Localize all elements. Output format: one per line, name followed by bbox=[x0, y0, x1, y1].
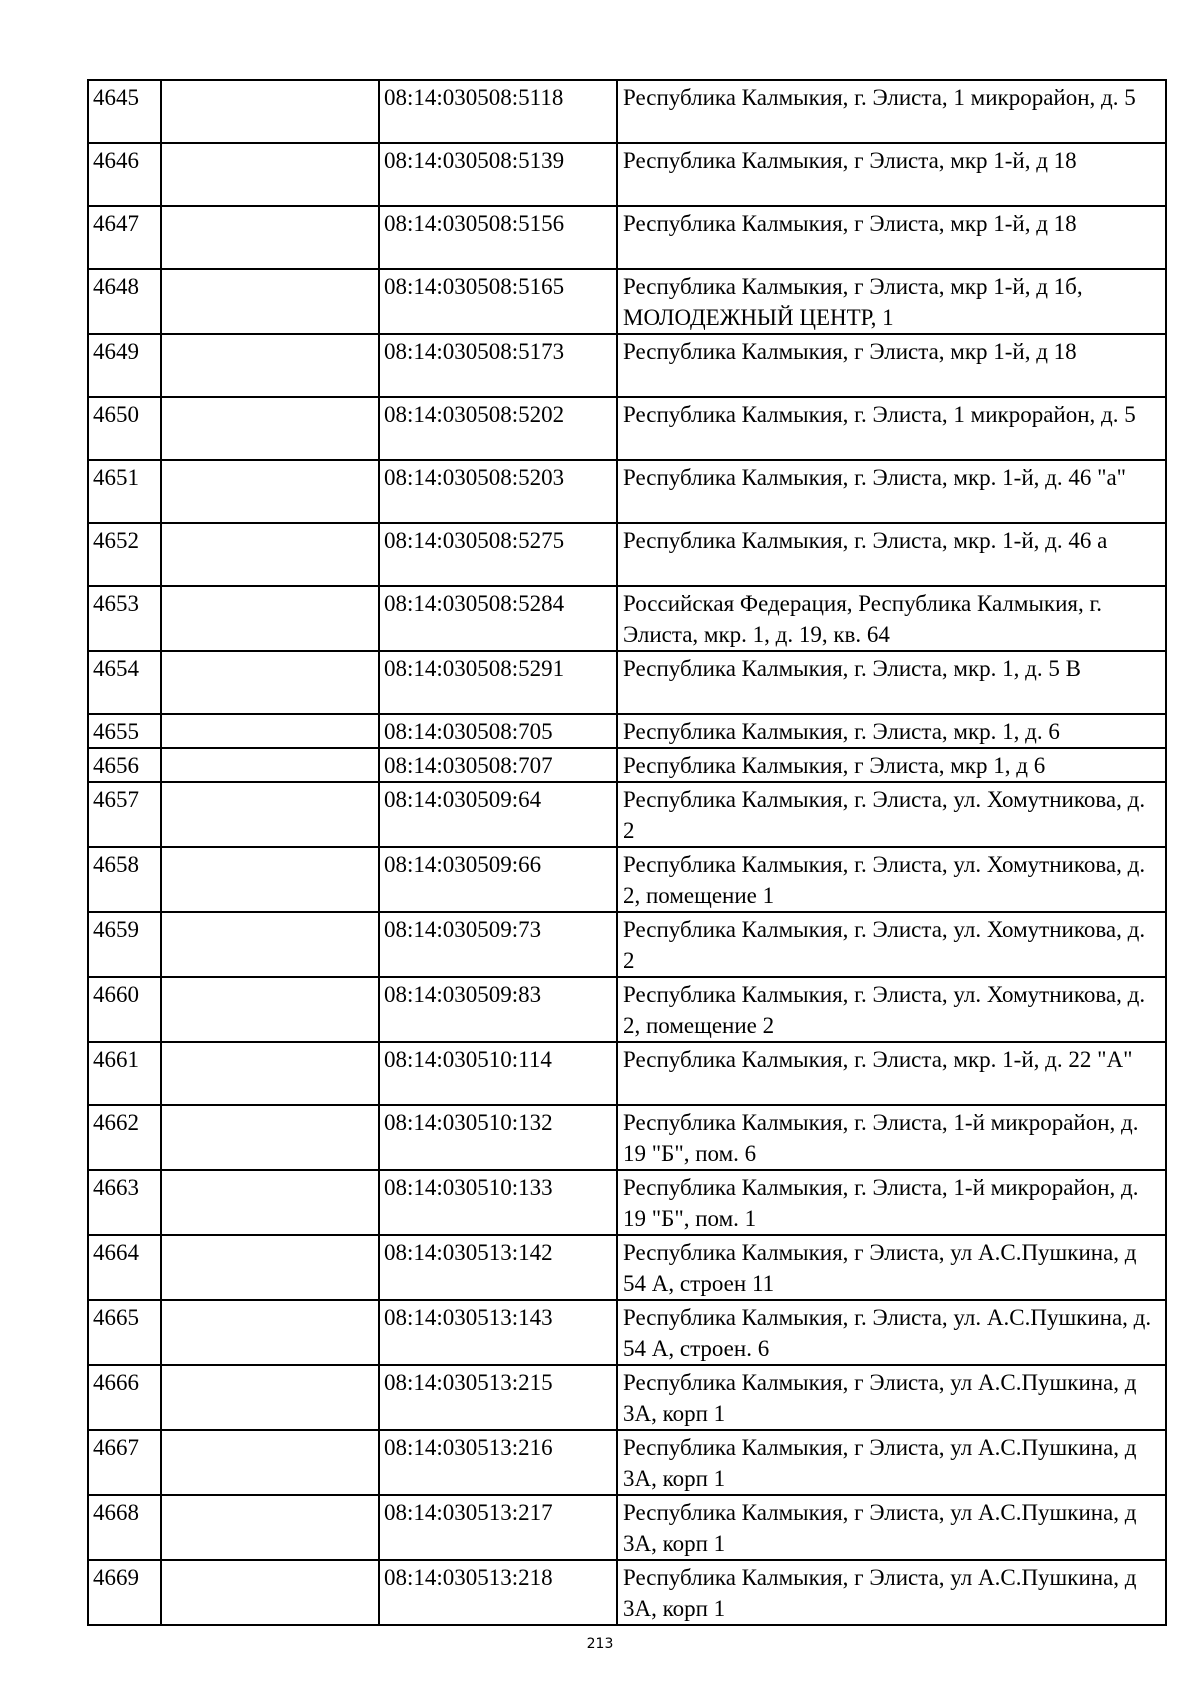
address: Республика Калмыкия, г. Элиста, мкр. 1, д. 6 bbox=[617, 714, 1166, 748]
cadastral-number: 08:14:030513:215 bbox=[379, 1365, 617, 1430]
empty-cell bbox=[161, 1300, 379, 1365]
empty-cell bbox=[161, 651, 379, 714]
table-row bbox=[88, 206, 1166, 269]
row-number: 4657 bbox=[88, 782, 161, 847]
address: Республика Калмыкия, г. Элиста, мкр. 1-й, д. 22 "А" bbox=[617, 1042, 1166, 1105]
empty-cell bbox=[161, 912, 379, 977]
cadastral-number: 08:14:030508:707 bbox=[379, 748, 617, 782]
cadastral-number: 08:14:030508:5156 bbox=[379, 206, 617, 269]
cadastral-number: 08:14:030510:133 bbox=[379, 1170, 617, 1235]
row-number: 4656 bbox=[88, 748, 161, 782]
empty-cell bbox=[161, 460, 379, 523]
address: Республика Калмыкия, г Элиста, мкр 1-й, д 18 bbox=[617, 143, 1166, 206]
empty-cell bbox=[161, 1235, 379, 1300]
address: Республика Калмыкия, г Элиста, ул А.С.Пушкина, д 54 А, строен 11 bbox=[617, 1235, 1166, 1300]
cadastral-number: 08:14:030509:64 bbox=[379, 782, 617, 847]
cadastral-number: 08:14:030508:5275 bbox=[379, 523, 617, 586]
address: Республика Калмыкия, г Элиста, мкр 1-й, д 18 bbox=[617, 334, 1166, 397]
empty-cell bbox=[161, 1430, 379, 1495]
table-row bbox=[88, 1365, 1166, 1430]
cadastral-number: 08:14:030509:73 bbox=[379, 912, 617, 977]
table-row bbox=[88, 397, 1166, 460]
table-row bbox=[88, 1300, 1166, 1365]
address: Республика Калмыкия, г. Элиста, 1-й микрорайон, д. 19 "Б", пом. 1 bbox=[617, 1170, 1166, 1235]
empty-cell bbox=[161, 334, 379, 397]
row-number: 4652 bbox=[88, 523, 161, 586]
row-number: 4645 bbox=[88, 80, 161, 143]
row-number: 4647 bbox=[88, 206, 161, 269]
cadastral-number: 08:14:030508:5291 bbox=[379, 651, 617, 714]
empty-cell bbox=[161, 1042, 379, 1105]
row-number: 4662 bbox=[88, 1105, 161, 1170]
table-row bbox=[88, 1430, 1166, 1495]
table-row bbox=[88, 714, 1166, 748]
cadastral-number: 08:14:030508:5139 bbox=[379, 143, 617, 206]
address: Республика Калмыкия, г Элиста, мкр 1-й, д 18 bbox=[617, 206, 1166, 269]
row-number: 4651 bbox=[88, 460, 161, 523]
address: Республика Калмыкия, г. Элиста, ул. Хомутникова, д. 2, помещение 1 bbox=[617, 847, 1166, 912]
table-row bbox=[88, 847, 1166, 912]
empty-cell bbox=[161, 206, 379, 269]
empty-cell bbox=[161, 397, 379, 460]
empty-cell bbox=[161, 782, 379, 847]
address: Республика Калмыкия, г Элиста, мкр 1, д 6 bbox=[617, 748, 1166, 782]
row-number: 4648 bbox=[88, 269, 161, 334]
empty-cell bbox=[161, 80, 379, 143]
address: Республика Калмыкия, г Элиста, ул А.С.Пушкина, д 3А, корп 1 bbox=[617, 1560, 1166, 1625]
table-row bbox=[88, 1560, 1166, 1625]
cadastral-number: 08:14:030508:5284 bbox=[379, 586, 617, 651]
row-number: 4659 bbox=[88, 912, 161, 977]
row-number: 4661 bbox=[88, 1042, 161, 1105]
table-row bbox=[88, 1495, 1166, 1560]
row-number: 4669 bbox=[88, 1560, 161, 1625]
row-number: 4665 bbox=[88, 1300, 161, 1365]
table-row bbox=[88, 334, 1166, 397]
cadastral-number: 08:14:030508:5202 bbox=[379, 397, 617, 460]
table-row bbox=[88, 460, 1166, 523]
empty-cell bbox=[161, 1170, 379, 1235]
empty-cell bbox=[161, 748, 379, 782]
table-row bbox=[88, 523, 1166, 586]
table-row bbox=[88, 912, 1166, 977]
table-row bbox=[88, 269, 1166, 334]
empty-cell bbox=[161, 586, 379, 651]
empty-cell bbox=[161, 269, 379, 334]
table-row bbox=[88, 1235, 1166, 1300]
address: Республика Калмыкия, г. Элиста, мкр. 1, д. 5 В bbox=[617, 651, 1166, 714]
row-number: 4649 bbox=[88, 334, 161, 397]
address: Республика Калмыкия, г Элиста, ул А.С.Пушкина, д 3А, корп 1 bbox=[617, 1365, 1166, 1430]
cadastral-number: 08:14:030513:218 bbox=[379, 1560, 617, 1625]
empty-cell bbox=[161, 977, 379, 1042]
cadastral-number: 08:14:030510:114 bbox=[379, 1042, 617, 1105]
cadastral-number: 08:14:030513:142 bbox=[379, 1235, 617, 1300]
registry-table-body bbox=[88, 80, 1166, 1625]
row-number: 4655 bbox=[88, 714, 161, 748]
row-number: 4664 bbox=[88, 1235, 161, 1300]
row-number: 4667 bbox=[88, 1430, 161, 1495]
empty-cell bbox=[161, 714, 379, 748]
cadastral-number: 08:14:030513:143 bbox=[379, 1300, 617, 1365]
empty-cell bbox=[161, 1560, 379, 1625]
address: Республика Калмыкия, г Элиста, ул А.С.Пушкина, д 3А, корп 1 bbox=[617, 1430, 1166, 1495]
table-row bbox=[88, 782, 1166, 847]
empty-cell bbox=[161, 1495, 379, 1560]
row-number: 4654 bbox=[88, 651, 161, 714]
table-row bbox=[88, 977, 1166, 1042]
table-row bbox=[88, 586, 1166, 651]
cadastral-number: 08:14:030509:83 bbox=[379, 977, 617, 1042]
address: Республика Калмыкия, г. Элиста, 1-й микрорайон, д. 19 "Б", пом. 6 bbox=[617, 1105, 1166, 1170]
cadastral-number: 08:14:030513:217 bbox=[379, 1495, 617, 1560]
table-row bbox=[88, 651, 1166, 714]
address: Республика Калмыкия, г. Элиста, ул. Хомутникова, д. 2 bbox=[617, 782, 1166, 847]
cadastral-number: 08:14:030508:5118 bbox=[379, 80, 617, 143]
table-row bbox=[88, 143, 1166, 206]
empty-cell bbox=[161, 1105, 379, 1170]
cadastral-number: 08:14:030508:5203 bbox=[379, 460, 617, 523]
table-row bbox=[88, 748, 1166, 782]
table-row bbox=[88, 1105, 1166, 1170]
row-number: 4653 bbox=[88, 586, 161, 651]
empty-cell bbox=[161, 847, 379, 912]
address: Республика Калмыкия, г. Элиста, ул. Хомутникова, д. 2 bbox=[617, 912, 1166, 977]
address: Российская Федерация, Республика Калмыкия, г. Элиста, мкр. 1, д. 19, кв. 64 bbox=[617, 586, 1166, 651]
address: Республика Калмыкия, г. Элиста, 1 микрорайон, д. 5 bbox=[617, 397, 1166, 460]
address: Республика Калмыкия, г. Элиста, ул. Хомутникова, д. 2, помещение 2 bbox=[617, 977, 1166, 1042]
empty-cell bbox=[161, 523, 379, 586]
cadastral-number: 08:14:030513:216 bbox=[379, 1430, 617, 1495]
page-number: 213 bbox=[586, 1636, 614, 1652]
address: Республика Калмыкия, г. Элиста, 1 микрорайон, д. 5 bbox=[617, 80, 1166, 143]
cadastral-number: 08:14:030508:705 bbox=[379, 714, 617, 748]
address: Республика Калмыкия, г. Элиста, ул. А.С.Пушкина, д. 54 А, строен. 6 bbox=[617, 1300, 1166, 1365]
table-row bbox=[88, 1042, 1166, 1105]
address: Республика Калмыкия, г Элиста, мкр 1-й, д 1б, МОЛОДЕЖНЫЙ ЦЕНТР, 1 bbox=[617, 269, 1166, 334]
row-number: 4660 bbox=[88, 977, 161, 1042]
row-number: 4650 bbox=[88, 397, 161, 460]
cadastral-number: 08:14:030509:66 bbox=[379, 847, 617, 912]
row-number: 4663 bbox=[88, 1170, 161, 1235]
address: Республика Калмыкия, г. Элиста, мкр. 1-й, д. 46 а bbox=[617, 523, 1166, 586]
cadastral-number: 08:14:030508:5165 bbox=[379, 269, 617, 334]
cadastral-number: 08:14:030508:5173 bbox=[379, 334, 617, 397]
row-number: 4668 bbox=[88, 1495, 161, 1560]
row-number: 4658 bbox=[88, 847, 161, 912]
row-number: 4666 bbox=[88, 1365, 161, 1430]
address: Республика Калмыкия, г Элиста, ул А.С.Пушкина, д 3А, корп 1 bbox=[617, 1495, 1166, 1560]
table-row bbox=[88, 80, 1166, 143]
row-number: 4646 bbox=[88, 143, 161, 206]
empty-cell bbox=[161, 143, 379, 206]
address: Республика Калмыкия, г. Элиста, мкр. 1-й, д. 46 "а" bbox=[617, 460, 1166, 523]
empty-cell bbox=[161, 1365, 379, 1430]
cadastral-number: 08:14:030510:132 bbox=[379, 1105, 617, 1170]
table-row bbox=[88, 1170, 1166, 1235]
registry-table bbox=[87, 79, 1167, 1626]
